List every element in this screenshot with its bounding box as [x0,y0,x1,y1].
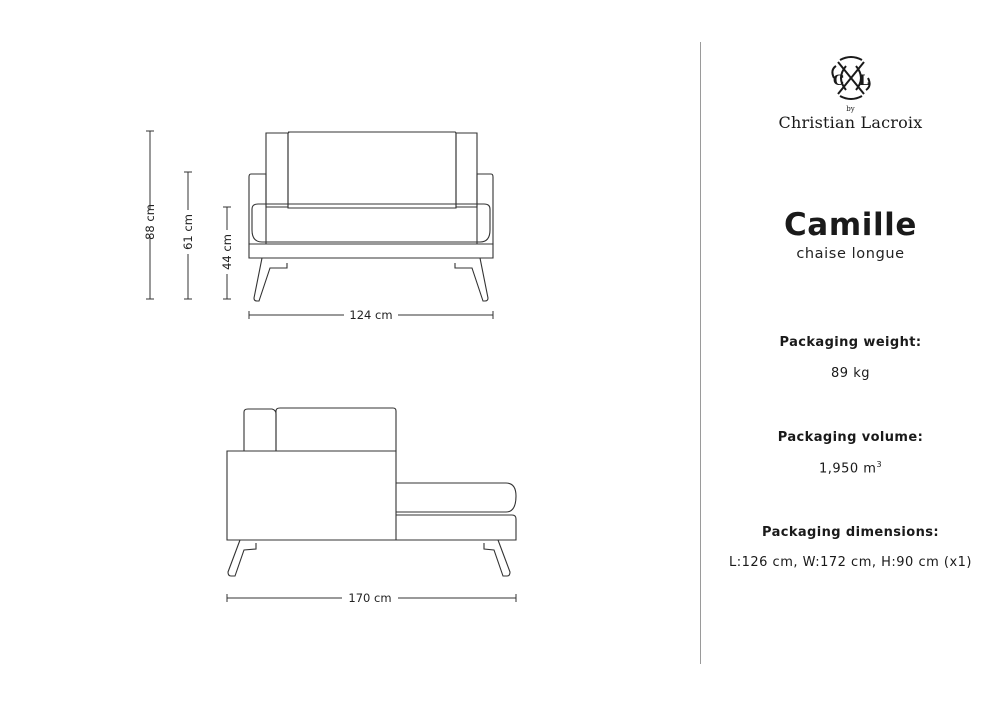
product-type: chaise longue [796,246,905,262]
front-dimension-lines [146,131,493,319]
brand-by: by [846,105,855,113]
packaging-weight-label: Packaging weight: [779,335,922,350]
packaging-weight-value: 89 kg [831,366,870,381]
side-length-label: 170 cm [348,591,392,605]
svg-text:C: C [833,73,845,89]
height-arm-label: 61 cm [181,214,195,250]
packaging-volume-value [701,460,1000,476]
front-width-label: 124 cm [349,308,393,322]
info-panel [701,0,1000,707]
product-name: Camille [783,207,918,243]
front-view-drawing [249,132,493,301]
packaging-volume-unit-sup: 3 [876,460,883,469]
packaging-volume-label: Packaging volume: [777,430,924,445]
packaging-dimensions-value: L:126 cm, W:172 cm, H:90 cm (x1) [728,555,973,570]
side-view-drawing [227,408,516,576]
height-total-label: 88 cm [143,204,157,240]
svg-text:L: L [859,73,869,89]
brand-name: Christian Lacroix [778,113,923,132]
height-seat-label: 44 cm [220,234,234,270]
brand-logo-icon [826,52,876,104]
packaging-volume-number: 1,950 m [818,461,877,477]
packaging-dimensions-label: Packaging dimensions: [761,525,940,540]
